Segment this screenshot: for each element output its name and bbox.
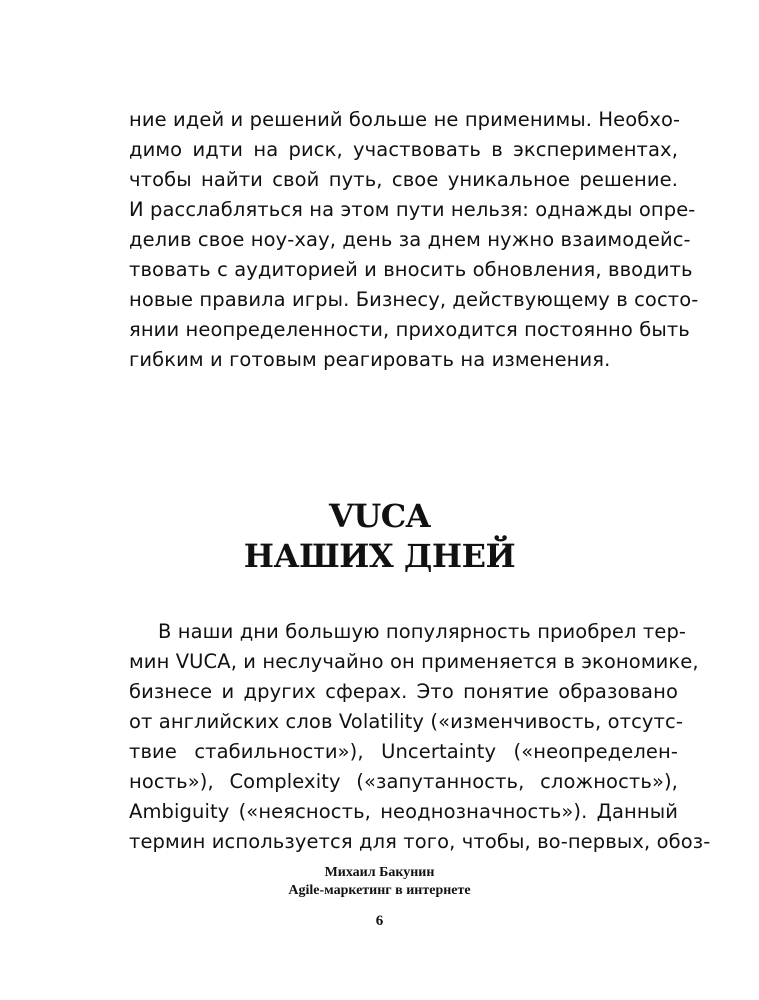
section-heading-line-1: VUCA [328,497,431,535]
text-line: димо идти на риск, участвовать в экспериментах, [129,138,678,161]
text-line: И расслабляться на этом пути нельзя: однажды опре- [129,198,696,221]
text-line: ние идей и решений больше не применимы. Необхо- [129,108,681,131]
section-heading-line-2: НАШИХ ДНЕЙ [243,537,516,575]
text-line: твовать с аудиторией и вносить обновления, вводить [129,258,693,281]
text-line: В наши дни большую популярность приобрел тер- [158,620,687,643]
text-line: мин VUCA, и неслучайно он применяется в экономике, [129,650,699,673]
body-paragraph-1 [129,105,699,375]
text-line: делив свое ноу-хау, день за днем нужно взаимодейс- [129,228,691,251]
footer-book-title: Agile-маркетинг в интернете [288,883,471,898]
text-line: чтобы найти свой путь, свое уникальное решение. [129,168,678,191]
section-heading [0,496,759,576]
text-line: Ambiguity («неясность, неоднозначность»). Данный [129,800,678,823]
body-paragraph-2 [129,617,711,857]
page-number: 6 [375,913,384,929]
text-line: от английских слов Volatility («изменчивость, отсутс- [129,710,683,733]
text-line: бизнесе и других сферах. Это понятие образовано [129,680,678,703]
page-footer [0,864,759,900]
text-line: термин используется для того, чтобы, во-первых, обоз- [129,830,711,853]
footer-author: Михаил Бакунин [324,865,435,880]
text-line: янии неопределенности, приходится постоянно быть [129,318,690,341]
text-line: гибким и готовым реагировать на изменения. [129,348,611,371]
text-line: ность»), Complexity («запутанность, сложность»), [129,770,678,793]
text-line: твие стабильности»), Uncertainty («неопределен- [129,740,678,763]
text-line: новые правила игры. Бизнесу, действующему в состо- [129,288,699,311]
